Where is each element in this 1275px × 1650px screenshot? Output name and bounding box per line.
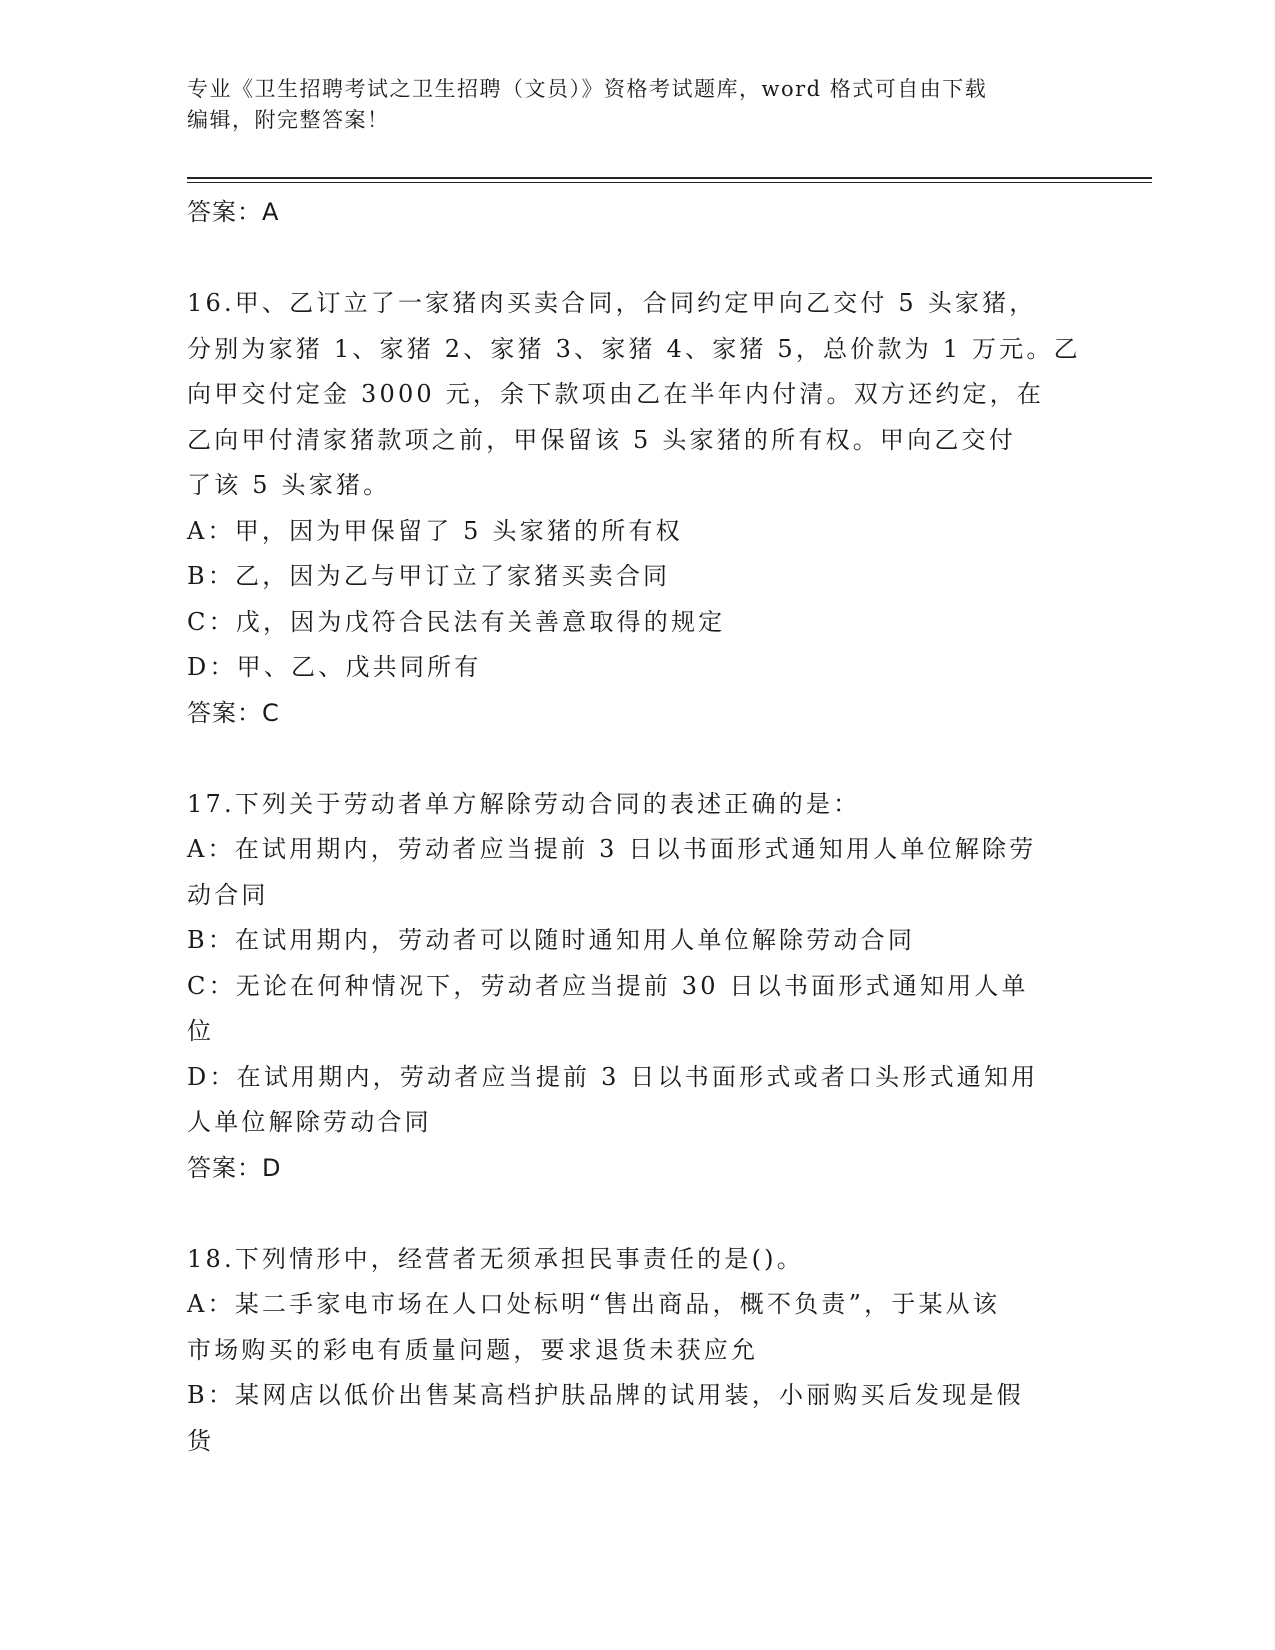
option-a-continued: 市场购买的彩电有质量问题，要求退货未获应允 <box>187 1335 759 1364</box>
option-c: C：戊，因为戊符合民法有关善意取得的规定 <box>187 607 726 636</box>
spacer <box>187 736 1087 782</box>
question-17 <box>187 782 1087 1192</box>
option-a-continued: 动合同 <box>187 880 269 909</box>
option-c-continued: 位 <box>187 1017 215 1045</box>
option-d: D：在试用期内，劳动者应当提前 3 日以书面形式或者口头形式通知用 <box>187 1062 1039 1091</box>
question-stem-line: 向甲交付定金 3000 元，余下款项由乙在半年内付清。双方还约定，在 <box>187 380 1045 408</box>
option-a: A：在试用期内，劳动者应当提前 3 日以书面形式通知用人单位解除劳 <box>187 835 1037 863</box>
header-line: 专业《卫生招聘考试之卫生招聘（文员）》资格考试题库，word 格式可自由下载 <box>187 77 988 101</box>
option-b: B：乙，因为乙与甲订立了家猪买卖合同 <box>187 562 671 590</box>
answer-line-q17: 答案：D <box>187 1153 282 1182</box>
answer-line-q15: 答案：A <box>187 198 280 226</box>
question-stem-line: 乙向甲付清家猪款项之前，甲保留该 5 头家猪的所有权。甲向乙交付 <box>187 425 1016 454</box>
question-stem-line: 16.甲、乙订立了一家猪肉买卖合同，合同约定甲向乙交付 5 头家猪， <box>187 289 1037 317</box>
question-stem-line: 分别为家猪 1、家猪 2、家猪 3、家猪 4、家猪 5，总价款为 1 万元。乙 <box>187 334 1081 363</box>
option-d-continued: 人单位解除劳动合同 <box>187 1108 432 1136</box>
header-divider-thin <box>187 182 1152 183</box>
question-stem-line: 了该 5 头家猪。 <box>187 471 391 499</box>
option-b: B：在试用期内，劳动者可以随时通知用人单位解除劳动合同 <box>187 926 916 954</box>
answer-line-q16: 答案：C <box>187 698 280 727</box>
question-stem-line: 18.下列情形中，经营者无须承担民事责任的是()。 <box>187 1244 804 1273</box>
question-stem-line: 17.下列关于劳动者单方解除劳动合同的表述正确的是： <box>187 789 861 818</box>
spacer <box>187 1191 1087 1237</box>
spacer <box>187 236 1087 282</box>
header-line: 编辑，附完整答案！ <box>187 108 390 132</box>
option-a: A：某二手家电市场在人口处标明“售出商品，概不负责”，于某从该 <box>187 1290 1001 1318</box>
document-header <box>187 74 1067 136</box>
option-c: C：无论在何种情况下，劳动者应当提前 30 日以书面形式通知用人单 <box>187 971 1029 1000</box>
option-d: D：甲、乙、戊共同所有 <box>187 653 482 681</box>
option-a: A：甲，因为甲保留了 5 头家猪的所有权 <box>187 516 683 545</box>
header-divider-thick <box>187 177 1152 179</box>
option-b: B：某网店以低价出售某高档护肤品牌的试用装，小丽购买后发现是假 <box>187 1381 1024 1409</box>
option-b-continued: 货 <box>187 1426 215 1455</box>
question-content <box>187 190 1087 1464</box>
question-18 <box>187 1237 1087 1465</box>
question-16 <box>187 281 1087 736</box>
